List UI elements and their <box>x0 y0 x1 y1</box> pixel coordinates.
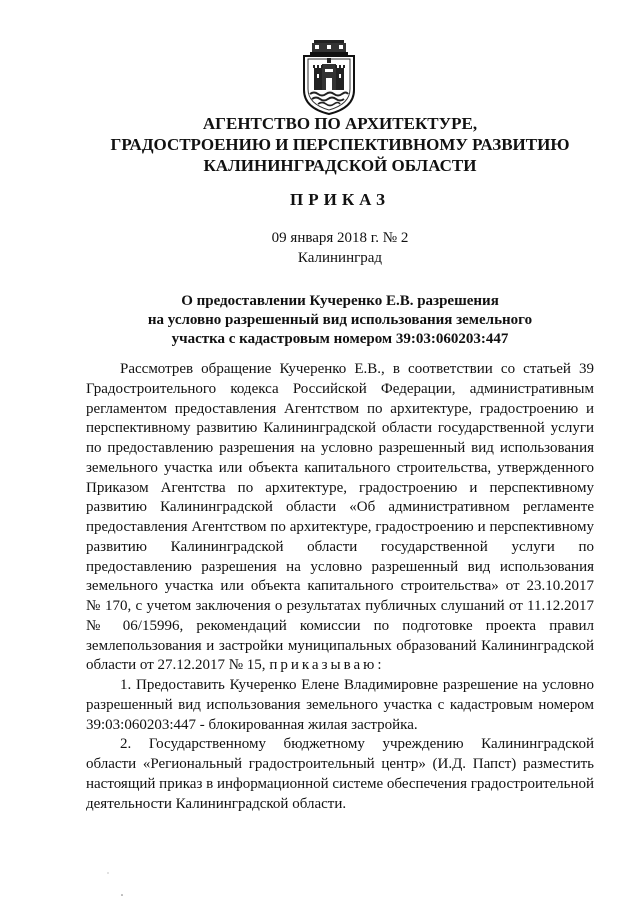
body-line: развитию Калининградской области государственной услуги по <box>86 538 594 555</box>
body-line: 1. Предоставить Кучеренко Елене Владимировне разрешение на условно <box>120 677 594 693</box>
body-line: разрешенный вид использования земельного участка с кадастровым номером <box>86 696 594 713</box>
body-line: 39:03:060203:447 - блокированная жилая застройка. <box>86 716 418 733</box>
body-line: № 170, с учетом заключения о результатах публичных слушаний от 11.12.2017 <box>86 598 594 614</box>
agency-name <box>80 113 600 176</box>
body-line: земельного участка или объекта капитального строительства» от 23.10.2017 <box>86 578 594 595</box>
order-city: Калининград <box>297 250 383 266</box>
body-line: настоящий приказ в информационной системе обеспечения градостроительной <box>86 775 595 792</box>
agency-name-line: ГРАДОСТРОЕНИЮ И ПЕРСПЕКТИВНОМУ РАЗВИТИЮ <box>110 135 570 154</box>
body-line: деятельности Калининградской области. <box>86 795 347 812</box>
body-line: Приказом Агентства по архитектуре, градостроению и перспективному <box>86 479 594 496</box>
body-line: предоставлению разрешения на условно разрешенный вид использования <box>86 558 594 575</box>
body-line: регламентом предоставления Агентством по архитектуре, градостроению и <box>86 400 594 417</box>
order-directive: приказываю: <box>269 657 385 674</box>
subject-line: участка с кадастровым номером 39:03:060203:447 <box>171 331 509 347</box>
order-date-number: 09 января 2018 г. № 2 <box>271 230 409 246</box>
body-line: по предоставлению разрешения на условно разрешенный вид использования <box>86 440 594 456</box>
order-subject <box>80 292 600 349</box>
body-line: области «Региональный градостроительный центр» (И.Д. Папст) разместить <box>86 756 594 772</box>
order-meta <box>80 228 600 268</box>
subject-line: О предоставлении Кучеренко Е.В. разрешения <box>181 293 499 309</box>
body-line: № 06/15996, рекомендаций комиссии по подготовке проекта правил <box>86 617 594 634</box>
body-line: земельного участка или объекта капитального строительства, утвержденного <box>86 459 594 476</box>
order-title: ПРИКАЗ <box>290 190 390 209</box>
body-line: предоставления Агентством по архитектуре, градостроению и перспективному <box>86 519 594 535</box>
subject-line: на условно разрешенный вид использования земельного <box>147 312 533 328</box>
body-line: Градостроительного кодекса Российской Федерации, административным <box>86 380 594 397</box>
body-line: перспективному развитию Калининградской области государственной услуги <box>86 420 594 437</box>
body-line: 2. Государственному бюджетному учреждению Калининградской <box>120 736 594 753</box>
body-line: развитию Калининградской области «Об административном регламенте <box>86 499 594 516</box>
order-body <box>86 360 594 814</box>
body-line: землепользования и застройки муниципальных образований Калининградской <box>86 637 594 654</box>
agency-name-line: КАЛИНИНГРАДСКОЙ ОБЛАСТИ <box>203 156 477 175</box>
body-line-prefix: области от 27.12.2017 № 15, <box>86 657 266 674</box>
body-line <box>86 656 594 676</box>
agency-name-line: АГЕНТСТВО ПО АРХИТЕКТУРЕ, <box>202 114 478 133</box>
kaliningrad-coat-of-arms-icon <box>298 38 360 116</box>
body-line: Рассмотрев обращение Кучеренко Е.В., в соответствии со статьей 39 <box>120 361 594 377</box>
